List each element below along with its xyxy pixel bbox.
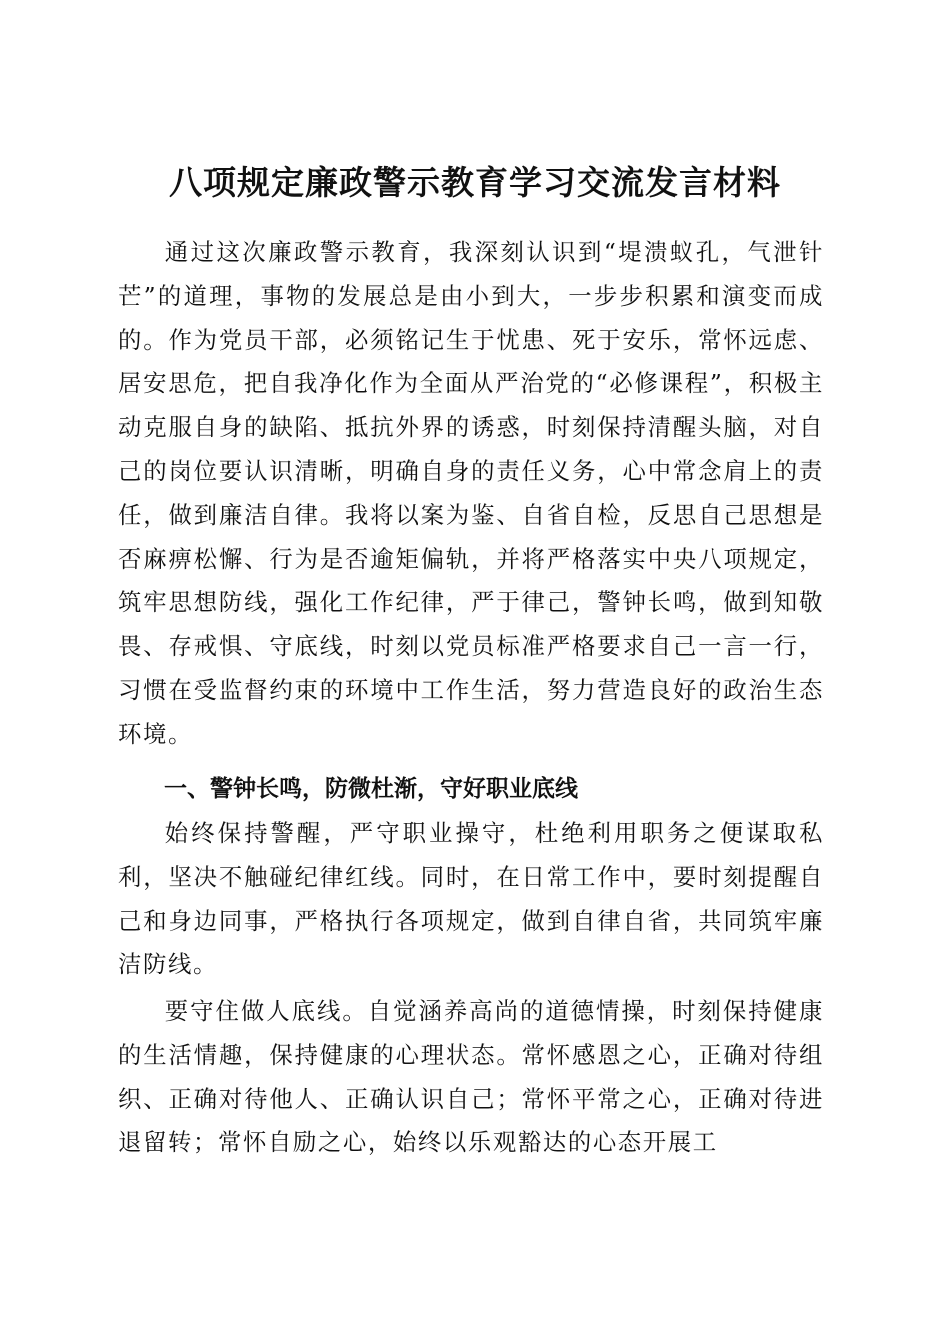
section-heading: 一、警钟长鸣，防微杜渐，守好职业底线: [164, 776, 578, 802]
intro-paragraph: 通过这次廉政警示教育，我深刻认识到“堤溃蚁孔，气泄针芒”的道理，事物的发展总是由小到大，一步步积累和演变而成的。作为党员干部，必须铭记生于忧患、死于安乐，常怀远虑、居安思危，把自我净化作为全面从严治党的“必修课程”，积极主动克服自身的缺陷、抵抗外界的诱惑，时刻保持清醒头脑，对自己的岗位要认识清晰，明确自身的责任义务，心中常念肩上的责任，做到廉洁自律。我将以案为鉴、自省自检，反思自己思想是否麻痹松懈、行为是否逾矩偏轨，并将严格落实中央八项规定，筑牢思想防线，强化工作纪律，严于律己，警钟长鸣，做到知敬畏、存戒惧、守底线，时刻以党员标准严格要求自己一言一行，习惯在受监督约束的环境中工作生活，努力营造良好的政治生态环境。: [118, 238, 824, 748]
document-title: 八项规定廉政警示教育学习交流发言材料: [169, 163, 781, 203]
section-paragraph: 始终保持警醒，严守职业操守，杜绝利用职务之便谋取私利，坚决不触碰纪律红线。同时，在日常工作中，要时刻提醒自己和身边同事，严格执行各项规定，做到自律自省，共同筑牢廉洁防线。: [118, 819, 824, 979]
section-paragraph: 要守住做人底线。自觉涵养高尚的道德情操，时刻保持健康的生活情趣，保持健康的心理状态。常怀感恩之心，正确对待组织、正确对待他人、正确认识自己；常怀平常之心，正确对待进退留转；常怀自励之心，始终以乐观豁达的心态开展工: [118, 997, 824, 1157]
